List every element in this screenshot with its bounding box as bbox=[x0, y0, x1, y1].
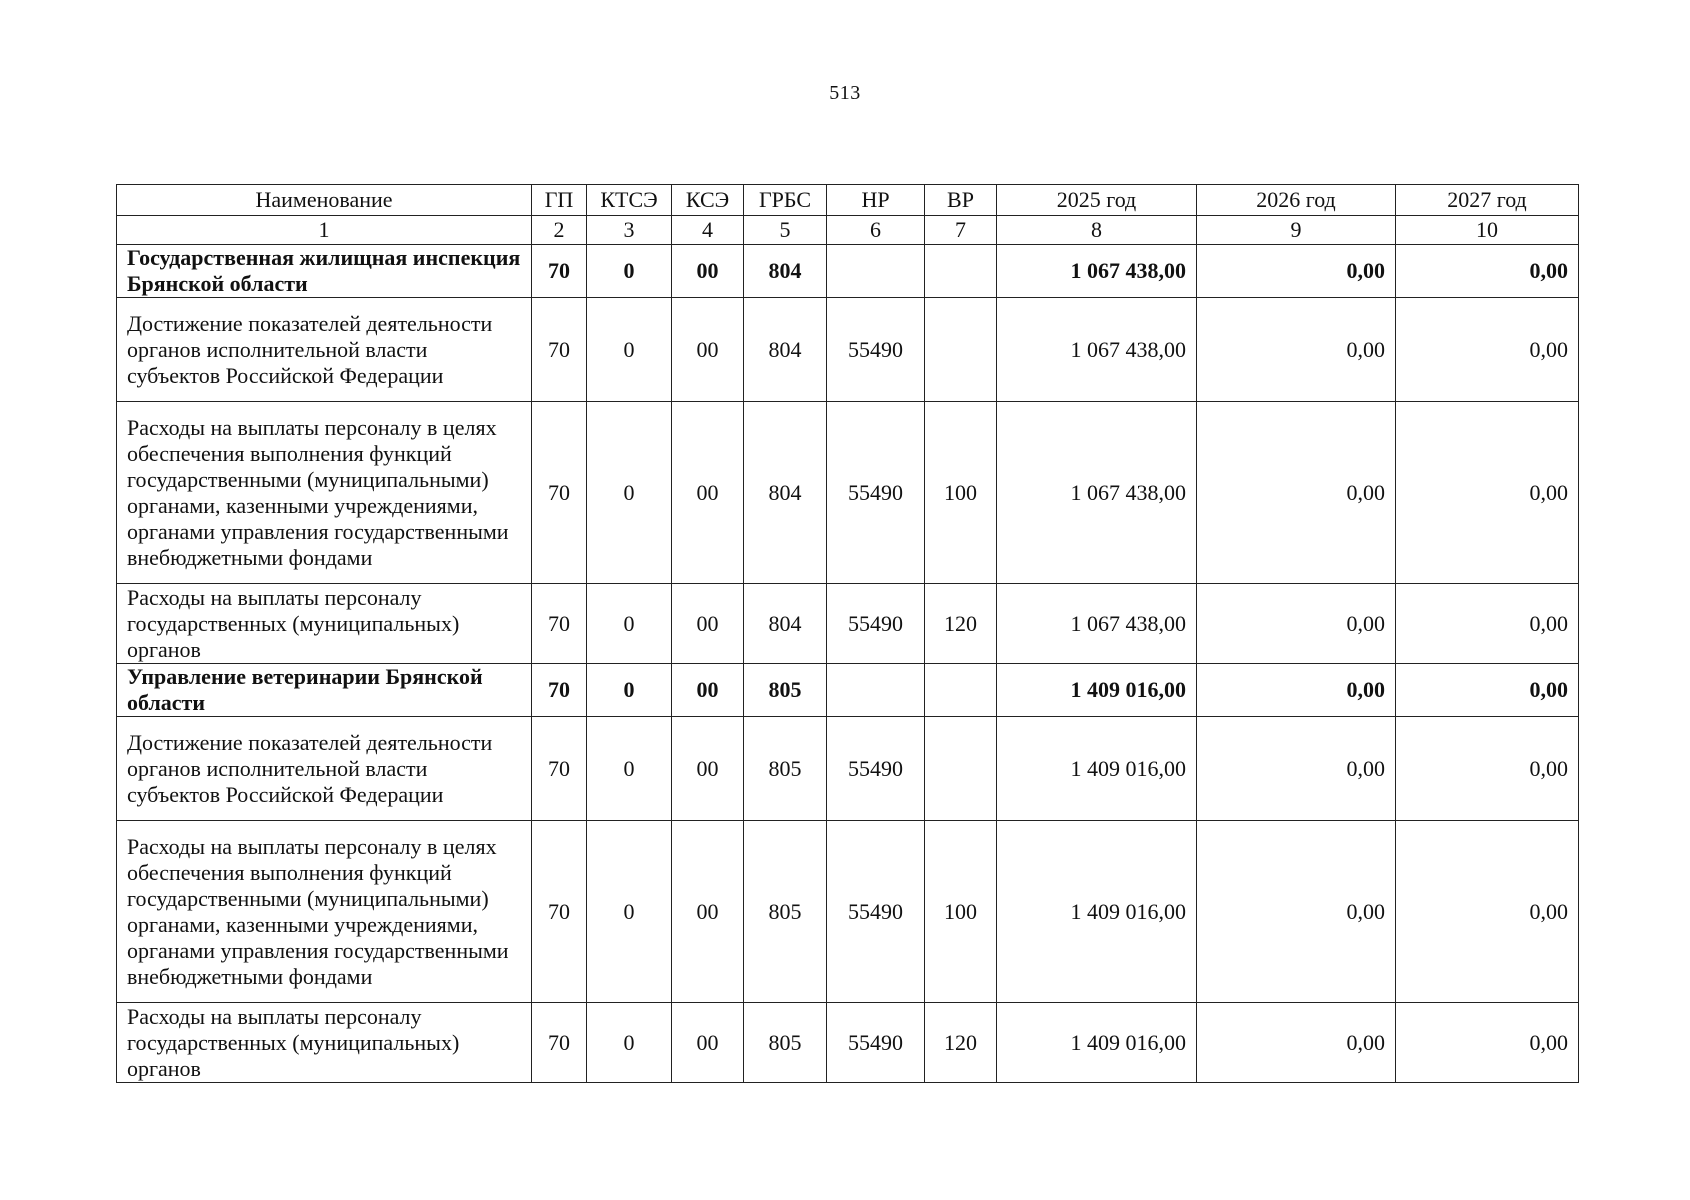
row-kse: 00 bbox=[672, 1003, 744, 1083]
row-amount-2025: 1 409 016,00 bbox=[997, 717, 1197, 821]
row-name: Расходы на выплаты персоналу в целях обеспечения выполнения функций государственными (муниципальными) органами, казенными учреждениями, органами управления государственными внебюджетными фондами bbox=[117, 402, 532, 584]
row-grbs: 804 bbox=[744, 584, 827, 664]
column-number: 6 bbox=[827, 216, 925, 245]
table-row bbox=[117, 584, 1579, 664]
row-name: Достижение показателей деятельности органов исполнительной власти субъектов Российской Федерации bbox=[117, 717, 532, 821]
row-amount-2025: 1 067 438,00 bbox=[997, 245, 1197, 298]
column-number: 2 bbox=[532, 216, 587, 245]
row-grbs: 804 bbox=[744, 245, 827, 298]
header-2026: 2026 год bbox=[1197, 185, 1396, 216]
row-gp: 70 bbox=[532, 664, 587, 717]
column-number: 5 bbox=[744, 216, 827, 245]
column-number: 10 bbox=[1396, 216, 1579, 245]
row-gp: 70 bbox=[532, 1003, 587, 1083]
row-amount-2026: 0,00 bbox=[1197, 245, 1396, 298]
row-gp: 70 bbox=[532, 298, 587, 402]
header-kse: КСЭ bbox=[672, 185, 744, 216]
row-amount-2026: 0,00 bbox=[1197, 584, 1396, 664]
table-row bbox=[117, 821, 1579, 1003]
row-amount-2026: 0,00 bbox=[1197, 1003, 1396, 1083]
row-vr: 100 bbox=[925, 821, 997, 1003]
table-row bbox=[117, 1003, 1579, 1083]
row-name: Государственная жилищная инспекция Брянской области bbox=[117, 245, 532, 298]
row-amount-2027: 0,00 bbox=[1396, 298, 1579, 402]
row-gp: 70 bbox=[532, 717, 587, 821]
row-amount-2025: 1 067 438,00 bbox=[997, 298, 1197, 402]
row-grbs: 805 bbox=[744, 664, 827, 717]
column-number: 1 bbox=[117, 216, 532, 245]
row-amount-2025: 1 409 016,00 bbox=[997, 664, 1197, 717]
row-name: Управление ветеринарии Брянской области bbox=[117, 664, 532, 717]
row-kse: 00 bbox=[672, 245, 744, 298]
row-nr: 55490 bbox=[827, 298, 925, 402]
row-kse: 00 bbox=[672, 402, 744, 584]
row-kse: 00 bbox=[672, 584, 744, 664]
row-name: Расходы на выплаты персоналу государственных (муниципальных) органов bbox=[117, 1003, 532, 1083]
row-kse: 00 bbox=[672, 664, 744, 717]
row-name: Расходы на выплаты персоналу государственных (муниципальных) органов bbox=[117, 584, 532, 664]
row-amount-2025: 1 409 016,00 bbox=[997, 821, 1197, 1003]
header-vr: ВР bbox=[925, 185, 997, 216]
row-gp: 70 bbox=[532, 821, 587, 1003]
row-nr bbox=[827, 245, 925, 298]
row-name: Достижение показателей деятельности органов исполнительной власти субъектов Российской Федерации bbox=[117, 298, 532, 402]
row-ktse: 0 bbox=[587, 584, 672, 664]
row-ktse: 0 bbox=[587, 717, 672, 821]
row-amount-2027: 0,00 bbox=[1396, 402, 1579, 584]
header-grbs: ГРБС bbox=[744, 185, 827, 216]
header-2027: 2027 год bbox=[1396, 185, 1579, 216]
row-kse: 00 bbox=[672, 717, 744, 821]
header-2025: 2025 год bbox=[997, 185, 1197, 216]
row-amount-2027: 0,00 bbox=[1396, 584, 1579, 664]
row-amount-2027: 0,00 bbox=[1396, 1003, 1579, 1083]
row-ktse: 0 bbox=[587, 1003, 672, 1083]
header-gp: ГП bbox=[532, 185, 587, 216]
row-kse: 00 bbox=[672, 821, 744, 1003]
table-row bbox=[117, 298, 1579, 402]
table-row-section-header bbox=[117, 664, 1579, 717]
column-number: 7 bbox=[925, 216, 997, 245]
table-row bbox=[117, 717, 1579, 821]
header-name: Наименование bbox=[117, 185, 532, 216]
row-ktse: 0 bbox=[587, 298, 672, 402]
row-vr: 120 bbox=[925, 1003, 997, 1083]
row-amount-2026: 0,00 bbox=[1197, 402, 1396, 584]
row-amount-2027: 0,00 bbox=[1396, 245, 1579, 298]
column-number: 8 bbox=[997, 216, 1197, 245]
row-nr bbox=[827, 664, 925, 717]
row-vr bbox=[925, 245, 997, 298]
row-nr: 55490 bbox=[827, 717, 925, 821]
row-gp: 70 bbox=[532, 584, 587, 664]
row-amount-2025: 1 409 016,00 bbox=[997, 1003, 1197, 1083]
row-vr: 120 bbox=[925, 584, 997, 664]
row-grbs: 804 bbox=[744, 402, 827, 584]
header-row bbox=[117, 185, 1579, 216]
row-nr: 55490 bbox=[827, 402, 925, 584]
row-amount-2027: 0,00 bbox=[1396, 717, 1579, 821]
row-grbs: 804 bbox=[744, 298, 827, 402]
row-ktse: 0 bbox=[587, 821, 672, 1003]
row-amount-2026: 0,00 bbox=[1197, 717, 1396, 821]
row-nr: 55490 bbox=[827, 1003, 925, 1083]
row-vr bbox=[925, 664, 997, 717]
row-amount-2026: 0,00 bbox=[1197, 664, 1396, 717]
row-ktse: 0 bbox=[587, 245, 672, 298]
row-gp: 70 bbox=[532, 245, 587, 298]
row-kse: 00 bbox=[672, 298, 744, 402]
row-vr bbox=[925, 717, 997, 821]
row-amount-2025: 1 067 438,00 bbox=[997, 584, 1197, 664]
row-amount-2027: 0,00 bbox=[1396, 664, 1579, 717]
row-amount-2025: 1 067 438,00 bbox=[997, 402, 1197, 584]
row-vr bbox=[925, 298, 997, 402]
budget-table bbox=[116, 184, 1579, 1083]
row-grbs: 805 bbox=[744, 717, 827, 821]
row-vr: 100 bbox=[925, 402, 997, 584]
page-number: 513 bbox=[829, 82, 861, 104]
table-row-section-header bbox=[117, 245, 1579, 298]
row-nr: 55490 bbox=[827, 584, 925, 664]
row-gp: 70 bbox=[532, 402, 587, 584]
header-nr: НР bbox=[827, 185, 925, 216]
row-ktse: 0 bbox=[587, 402, 672, 584]
header-ktse: КТСЭ bbox=[587, 185, 672, 216]
row-amount-2026: 0,00 bbox=[1197, 821, 1396, 1003]
row-nr: 55490 bbox=[827, 821, 925, 1003]
row-amount-2026: 0,00 bbox=[1197, 298, 1396, 402]
table-row bbox=[117, 402, 1579, 584]
row-amount-2027: 0,00 bbox=[1396, 821, 1579, 1003]
row-grbs: 805 bbox=[744, 821, 827, 1003]
column-number: 3 bbox=[587, 216, 672, 245]
row-name: Расходы на выплаты персоналу в целях обеспечения выполнения функций государственными (муниципальными) органами, казенными учреждениями, органами управления государственными внебюджетными фондами bbox=[117, 821, 532, 1003]
column-number: 4 bbox=[672, 216, 744, 245]
row-ktse: 0 bbox=[587, 664, 672, 717]
row-grbs: 805 bbox=[744, 1003, 827, 1083]
column-number: 9 bbox=[1197, 216, 1396, 245]
column-number-row bbox=[117, 216, 1579, 245]
